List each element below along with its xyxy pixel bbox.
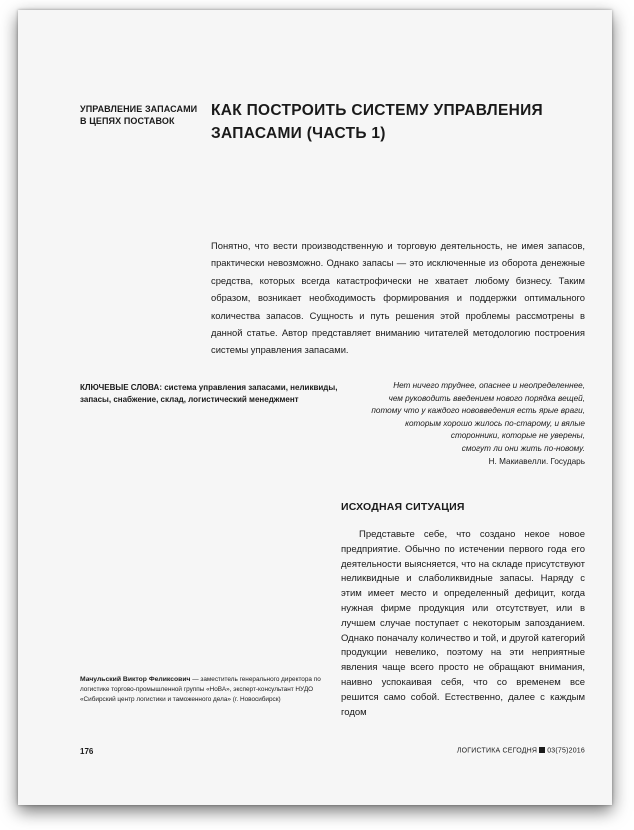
keywords: КЛЮЧЕВЫЕ СЛОВА: система управления запасами, неликвиды, запасы, снабжение, склад, логистический менеджмент	[80, 383, 338, 404]
issue-number: 03(75)2016	[547, 747, 585, 755]
journal-name: ЛОГИСТИКА СЕГОДНЯ	[456, 747, 538, 755]
body-text: Представьте себе, что создано некое новое предприятие. Обычно по истечении первого года его деятельности выясняется, что на складе присутствуют неликвидные и слаболиквидные запасы. Наряду с этим имеет место и определенный дефицит, когда нужная фирме продукция или отсутствует, или в лучшем случае поступает с некоторым запозданием. Однако поначалу количество и той, и другой категорий продукции невелико, поэтому на эти неприятные явления чаще всего просто не обращают внимания, наивно успокаивая себя, что со временем все решится само собой. Естественно, далее с каждым годом	[341, 529, 585, 718]
epigraph-author: Н. Макиавелли. Государь	[488, 456, 585, 466]
document-page	[18, 10, 612, 805]
author-name: Мачульский Виктор Феликсович	[80, 676, 191, 683]
epigraph	[358, 380, 585, 468]
abstract: Понятно, что вести производственную и торговую деятельность, не имея запасов, практически невозможно. Однако запасы — это исключенные из оборота денежные средства, которых всегда катастрофически не хватает любому бизнесу. Таким образом, возникает необходимость формирования и поддержки оптимального количества запасов. Сущность и путь решения этой проблемы рассмотрены в данной статье. Автор представляет вниманию читателей методологию построения системы управления запасами.	[211, 240, 585, 356]
article-title: КАК ПОСТРОИТЬ СИСТЕМУ УПРАВЛЕНИЯ ЗАПАСАМИ (ЧАСТЬ 1)	[211, 102, 543, 142]
section-heading: ИСХОДНАЯ СИТУАЦИЯ	[341, 501, 465, 513]
author-description: — заместитель генерального директора по логистике торгово-промышленной группы «НоВА», эксперт-консультант НУДО «Сибирский центр логистики и таможенного дела» (г. Новосибирск)	[80, 676, 321, 703]
epigraph-line: которым хорошо жилось по-старому, и вялые	[405, 418, 585, 428]
page-number: 176	[80, 747, 94, 756]
section-label: УПРАВЛЕНИЕ ЗАПАСАМИ В ЦЕПЯХ ПОСТАВОК	[80, 104, 198, 126]
epigraph-line: чем руководить введением нового порядка вещей,	[388, 393, 585, 403]
footer	[457, 747, 585, 755]
author-bio	[80, 675, 330, 704]
epigraph-line: смогут ли они жить по-новому.	[461, 443, 585, 453]
epigraph-line: Нет ничего труднее, опаснее и неопределеннее,	[393, 381, 585, 390]
epigraph-line: сторонники, которые не уверены,	[450, 431, 585, 441]
square-separator-icon	[539, 747, 545, 753]
epigraph-line: потому что у каждого нововведения есть ярые враги,	[371, 406, 585, 416]
